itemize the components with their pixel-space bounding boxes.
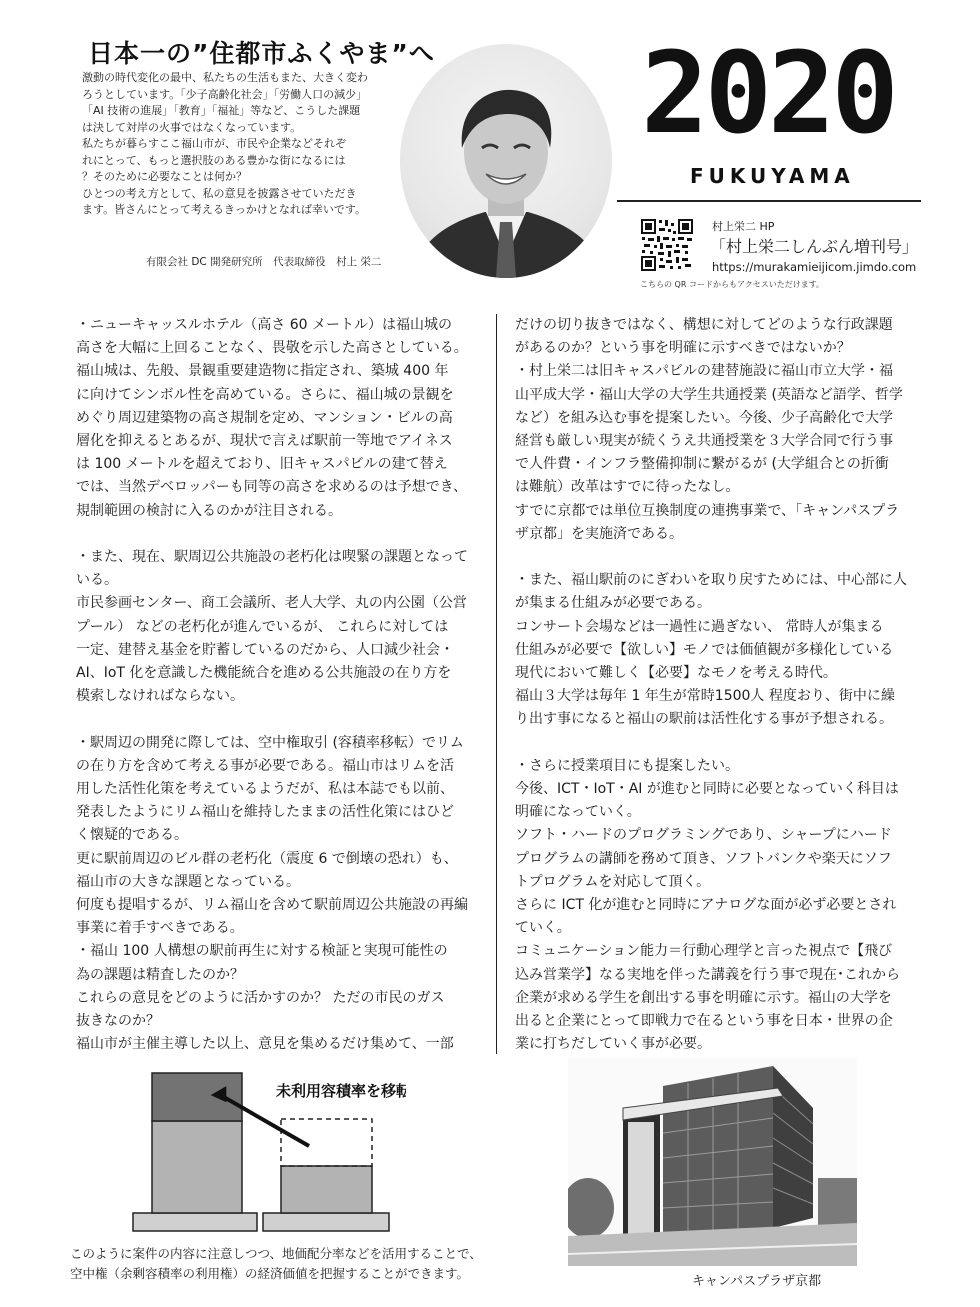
unused-volume: [281, 1119, 372, 1166]
year-title: 2020: [641, 29, 895, 159]
text-line: ・ニューキャッスルホテル（高さ 60 メートル）は福山城の: [76, 317, 453, 333]
building-left: [152, 1121, 242, 1213]
text-line: 何度も提唱するが、リム福山を含めて駅前周辺公共施設の再編: [76, 897, 468, 914]
text-line: [515, 546, 915, 569]
text-line: 抜きなのか？: [76, 1013, 160, 1030]
text-line: 空中権（余剰容積率の利用権）の経済価値を把握することができます。: [70, 1266, 470, 1281]
text-line: コンサート会場などは一過性に過ぎない、 常時人が集まる: [515, 618, 884, 635]
text-line: プログラムの講師を務めて頂き、ソフトバンクや楽天にソフ: [515, 850, 892, 867]
text-line: トプログラムを対応して頂く。: [515, 873, 711, 890]
right-column: [515, 314, 915, 1056]
text-line: プール） などの老朽化が進んでいるが、 これらに対しては: [76, 618, 449, 635]
text-line: 層化を抑えるとあるが、現状で言えば駅前一等地でアイネス: [76, 433, 453, 450]
text-line: ・福山 100 人構想の駅前再生に対する検証と実現可能性の: [76, 943, 448, 960]
text-line: 規制範囲の検討に入るのかが注目される。: [76, 502, 342, 519]
text-line: めぐり周辺建築物の高さ規制を定め、マンション・ビルの高: [76, 409, 453, 426]
text-line: は 100 メートルを超えており、旧キャスパビルの建て替え: [76, 456, 448, 473]
text-line: ・また、福山駅前のにぎわいを取り戻すためには、中心部に人: [515, 572, 907, 589]
text-line: すでに京都では単位互換制度の連携事業で、｢キャンパスプラ: [515, 502, 900, 519]
text-line: 発表したようにリム福山を維持したままの活性化策にはひど: [76, 804, 454, 821]
text-line: 福山城は、先般、景観重要建造物に指定され、築城 400 年: [76, 363, 449, 380]
portrait-photo: [400, 44, 612, 278]
diagram-label: 未利用容積率を移転: [276, 1082, 406, 1100]
text-line: 模索しなければならない。: [76, 688, 244, 705]
building-icon: [568, 1058, 857, 1266]
photo-caption: キャンパスプラザ京都: [692, 1274, 822, 1289]
hp-url-link[interactable]: https://murakamieijicom.jimdo.com: [712, 260, 917, 274]
text-line: 激動の時代変化の最中、私たちの生活もまた、大きく変わ: [82, 71, 368, 84]
text-line: 業に打ちだしていく事が必要。: [515, 1036, 711, 1053]
qr-note: こちらの QR コードからもアクセスいただけます。: [640, 280, 825, 289]
text-line: 市民参画センター、商工会議所、老人大学、丸の内公園（公営: [76, 595, 467, 612]
text-line: [515, 732, 915, 755]
diagram-caption: [70, 1244, 482, 1284]
text-line: 高さを大幅に上回ることなく、畏敬を示した高さとしている。: [76, 340, 468, 357]
text-line: く懐疑的である。: [76, 827, 188, 844]
text-line: が集まる仕組みが必要である。: [515, 595, 711, 612]
text-line: 為の課題は精査したのか？: [76, 966, 244, 983]
air-rights-diagram: [126, 1066, 406, 1236]
text-line: に向けてシンボル性を高めている。さらに、福山城の景観を: [76, 386, 454, 403]
text-line: [76, 523, 486, 546]
qr-code-icon[interactable]: [640, 218, 694, 272]
transferred-volume: [152, 1073, 242, 1121]
header-divider: [617, 200, 921, 202]
text-line: これらの意見をどのように活かすのか？ ただの市民のガス: [76, 989, 445, 1006]
text-line: 一定、建替え基金を貯蓄しているのだから、人口減少社会・: [76, 641, 454, 658]
text-line: 出ると企業にとって即戦力で在るという事を日本・世界の企: [515, 1013, 893, 1030]
text-line: の在り方を含めて考える事が必要である。福山市はリムを活: [76, 757, 454, 774]
text-line: 事業に着手すべきである。: [76, 920, 244, 937]
headline: 日本一の”住都市ふくやま”へ: [88, 39, 435, 68]
text-line: 仕組みが必要で【欲しい】モノでは価値観が多様化している: [515, 641, 894, 658]
person-icon: [400, 44, 612, 278]
text-line: ・また、現在、駅周辺公共施設の老朽化は喫緊の課題となって: [76, 549, 468, 566]
text-line: は難航）改革はすでに待ったなし。: [515, 479, 740, 496]
text-line: 更に駅前周辺のビル群の老朽化（震度 6 で倒壊の恐れ）も、: [76, 850, 458, 867]
text-line: 福山市の大きな課題となっている。: [76, 873, 300, 890]
text-line: AI、IoT 化を意識した機能統合を進める公共施設の在り方を: [76, 665, 452, 682]
text-line: だけの切り抜きではなく、構想に対してどのような行政課題: [515, 317, 893, 333]
text-line: このように案件の内容に注意しつつ、地価配分率などを活用することで、: [70, 1246, 482, 1261]
building-right: [281, 1166, 372, 1213]
text-line: 私たちが暮らすここ福山市が、市民や企業などそれぞ: [82, 137, 346, 150]
text-line: では、当然デベロッパーも同等の高さを求めるのは予想でき、: [76, 479, 468, 496]
text-line: ・さらに授業項目にも提案したい。: [515, 757, 739, 774]
text-line: など）を組み込む事を提案したい。今後、少子高齢化で大学: [515, 409, 893, 426]
text-line: ・駅周辺の開発に際しては、空中権取引 (容積率移転）でリム: [76, 734, 464, 751]
text-line: で人件費・インフラ整備抑制に繋がるが (大学組合との折衝: [515, 456, 889, 473]
text-line: ・村上栄二は旧キャスパビルの建替施設に福山市立大学・福: [515, 363, 893, 380]
text-line: コミュニケーション能力＝行動心理学と言った視点で【飛び: [515, 943, 893, 960]
text-line: 今後、ICT・IoT・AI が進むと同時に必要となっていく科目は: [515, 781, 899, 798]
text-line: ソフト・ハードのプログラミングであり、シャープにハード: [515, 827, 892, 844]
text-line: は決して対岸の火事ではなくなっています。: [82, 120, 302, 134]
text-line: ます。皆さんにとって考えるきっかけとなれば幸いです。: [82, 203, 367, 216]
text-line: 「AI 技術の進展」「教育」「福祉」等など、こうした課題: [82, 104, 361, 117]
signature: 有限会社 DC 開発研究所 代表取締役 村上 栄二: [146, 256, 382, 268]
text-line: 山平成大学・福山大学の大学生共通授業 (英語など語学、哲学: [515, 386, 903, 403]
text-line: [76, 708, 486, 731]
text-line: 明確になっていく。: [515, 804, 641, 821]
text-line: 企業が求める学生を創出する事を明確に示す。福山の大学を: [515, 989, 892, 1006]
left-column: [76, 314, 486, 1056]
text-line: ろうとしています。「少子高齢化社会」「労働人口の減少」: [82, 87, 368, 101]
text-line: いる。: [76, 572, 118, 589]
text-line: さらに ICT 化が進むと同時にアナログな面が必ず必要とされ: [515, 897, 897, 914]
text-line: 福山市が主催主導した以上、意見を集めるだけ集めて、一部: [76, 1036, 454, 1053]
column-divider: [496, 314, 497, 1054]
text-line: ひとつの考え方として、私の意見を披露させていただき: [82, 186, 357, 200]
text-line: ザ京都」を実施済である。: [515, 525, 683, 542]
hp-label: 村上栄二 HP: [712, 220, 775, 233]
text-line: 経営も厳しい現実が続くうえ共通授業を３大学合同で行う事: [515, 433, 893, 450]
building-photo: [568, 1058, 857, 1266]
text-line: れにとって、もっと選択肢のある豊かな街になるには: [82, 153, 346, 167]
intro-text: [82, 70, 412, 219]
text-line: り出す事になると福山の駅前は活性化する事が予想される。: [515, 711, 893, 728]
base-right: [263, 1213, 389, 1231]
text-line: 現代において難しく【必要】なモノを考える時代。: [515, 665, 837, 682]
hp-title: 「村上栄二しんぶん増刊号」: [710, 237, 919, 256]
text-line: 福山３大学は毎年 1 年生が常時1500人 程度おり、街中に繰: [515, 688, 895, 705]
text-line: があるのか？という事を明確に示すべきではないか？: [515, 340, 851, 357]
text-line: ていく。: [515, 920, 571, 937]
city-subtitle: FUKUYAMA: [690, 164, 855, 188]
base-left: [133, 1213, 257, 1231]
text-line: ？そのために必要なことは何か？: [82, 170, 247, 183]
text-line: 込み営業学】なる実地を伴った講義を行う事で現在･これから: [515, 966, 900, 983]
text-line: 用した活性化策を考えているようだが、私は本誌でも以前、: [76, 781, 454, 798]
